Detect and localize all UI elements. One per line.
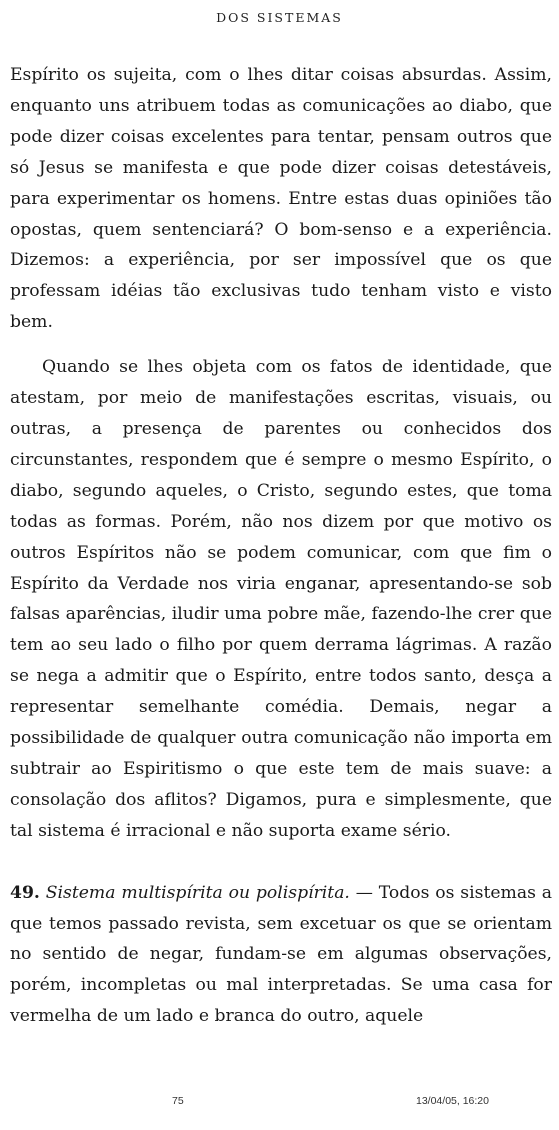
paragraph-continued: Espírito os sujeita, com o lhes ditar coisas absurdas. Assim, enquanto uns atribuem todas as comunicações ao diabo, que pode dizer coisas excelentes para tentar, pensam outros que só Jesus se manifesta e que pode dizer coisas detestáveis, para experimentar os homens. Entre estas duas opiniões tão opostas, quem sentenciará? O bom-senso e a experiência. Dizemos: a experiência, por ser impossível que os que professam idéias tão exclusivas tudo tenham visto e visto bem.: [10, 65, 552, 333]
section-number: 49.: [10, 882, 40, 903]
paragraph-identity-facts: Quando se lhes objeta com os fatos de identidade, que atestam, por meio de manifestações escritas, visuais, ou outras, a presença de parentes ou conhecidos dos circunstantes, respondem que é sempre o mesmo Espírito, o diabo, segundo aqueles, o Cristo, segundo estes, que toma todas as formas. Porém, não nos dizem por que motivo os outros Espíritos não se podem comunicar, com que fim o Espírito da Verdade nos viria enganar, apresentando-se sob falsas aparências, iludir uma pobre mãe, fazendo-lhe crer que tem ao seu lado o filho por quem derrama lágrimas. A razão se nega a admitir que o Espírito, entre todos santo, desça a representar semelhante comédia. Demais, negar a possibilidade de qualquer outra comunicação não importa em subtrair ao Espiritismo o que este tem de mais suave: a consolação dos aflitos? Digamos, pura e simplesmente, que tal sistema é irracional e não suporta exame sério.: [10, 357, 552, 841]
page-number: 75: [172, 1095, 184, 1107]
section-title: Sistema multispírita ou polispírita.: [45, 882, 350, 903]
section-text: — Todos os sistemas a que temos passado revista, sem excetuar os que se orientam no sentido de negar, fundam-se em algumas observações, porém, incompletas ou mal interpretadas. Se uma casa for vermelha de um lado e branca do outro, aquele: [10, 882, 552, 1027]
running-head: DOS SISTEMAS: [216, 10, 343, 25]
print-timestamp: 13/04/05, 16:20: [416, 1095, 489, 1107]
body-text: [10, 60, 552, 1032]
section-49-paragraph: [10, 878, 552, 1033]
